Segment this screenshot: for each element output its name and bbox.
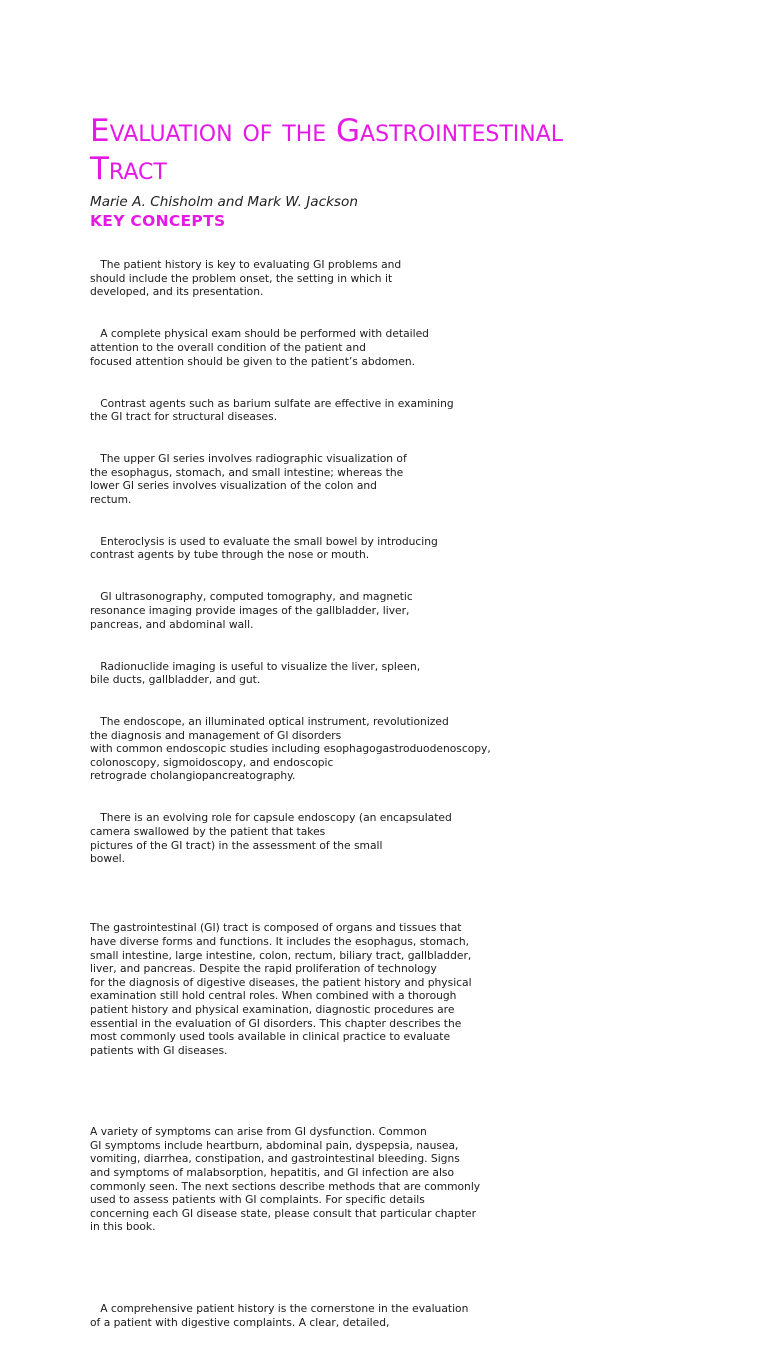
key-concepts-list <box>90 231 730 894</box>
key-concept-item: The endoscope, an illuminated optical instrument, revolutionized the diagnosis and management of GI disorders with common endoscopic studies including esophagogastroduodenoscopy, colonoscopy, sigmoidoscopy, and endoscopic retrograde cholangiopancreatography. <box>90 715 491 783</box>
key-concept-item: The upper GI series involves radiographic visualization of the esophagus, stomach, and small intestine; whereas the lower GI series involves visualization of the colon and rectum. <box>90 452 407 506</box>
paragraph-spacer <box>90 1085 730 1099</box>
key-concept-item: The patient history is key to evaluating GI problems and should include the problem onset, the setting in which it developed, and its presentation. <box>90 258 402 299</box>
chapter-title-line-2: Tract <box>90 151 167 187</box>
key-concepts-heading: KEY CONCEPTS <box>90 212 226 230</box>
body-paragraph-intro: The gastrointestinal (GI) tract is composed of organs and tissues that have diverse forms and functions. It includes the esophagus, stomach, small intestine, large intestine, colon, rectum, biliary tract, gallbladder, liver, and pancreas. Despite the rapid proliferation of technology for the diagnosis of digestive diseases, the patient history and physical examination still hold central roles. When combined with a thorough patient history and physical examination, diagnostic procedures are essential in the evaluation of GI disorders. This chapter describes the most commonly used tools available in clinical practice to evaluate patients with GI diseases. <box>90 921 472 1057</box>
key-concept-item: Contrast agents such as barium sulfate are effective in examining the GI tract for structural diseases. <box>90 396 454 424</box>
key-concept-item: Enteroclysis is used to evaluate the small bowel by introducing contrast agents by tube through the nose or mouth. <box>90 534 438 562</box>
body-text <box>90 894 730 1356</box>
key-concept-item: There is an evolving role for capsule endoscopy (an encapsulated camera swallowed by the patient that takes pictures of the GI tract) in the assessment of the small bowel. <box>90 811 452 866</box>
key-concept-item: GI ultrasonography, computed tomography, and magnetic resonance imaging provide images of the gallbladder, liver, pancreas, and abdominal wall. <box>90 590 413 631</box>
chapter-title <box>90 112 730 188</box>
body-paragraph-symptoms: A variety of symptoms can arise from GI dysfunction. Common GI symptoms include heartburn, abdominal pain, dyspepsia, nausea, vomiting, diarrhea, constipation, and gastrointestinal bleeding. Signs and symptoms of malabsorption, hepatitis, and GI infection are also commonly seen. The next sections describe methods that are commonly used to assess patients with GI complaints. For specific details concerning each GI disease state, please consult that particular chapter in this book. <box>90 1125 481 1234</box>
key-concept-item: A complete physical exam should be performed with detailed attention to the overall condition of the patient and focused attention should be given to the patient’s abdomen. <box>90 327 429 368</box>
chapter-authors: Marie A. Chisholm and Mark W. Jackson <box>90 194 358 210</box>
paragraph-spacer <box>90 1261 730 1275</box>
document-page <box>90 112 730 1356</box>
chapter-title-line-1: Evaluation of the Gastrointestinal <box>90 113 564 149</box>
key-concept-item: Radionuclide imaging is useful to visualize the liver, spleen, bile ducts, gallbladder, and gut. <box>90 659 421 687</box>
body-paragraph-history: A comprehensive patient history is the cornerstone in the evaluation of a patient with digestive complaints. A clear, detailed, <box>90 1302 469 1329</box>
